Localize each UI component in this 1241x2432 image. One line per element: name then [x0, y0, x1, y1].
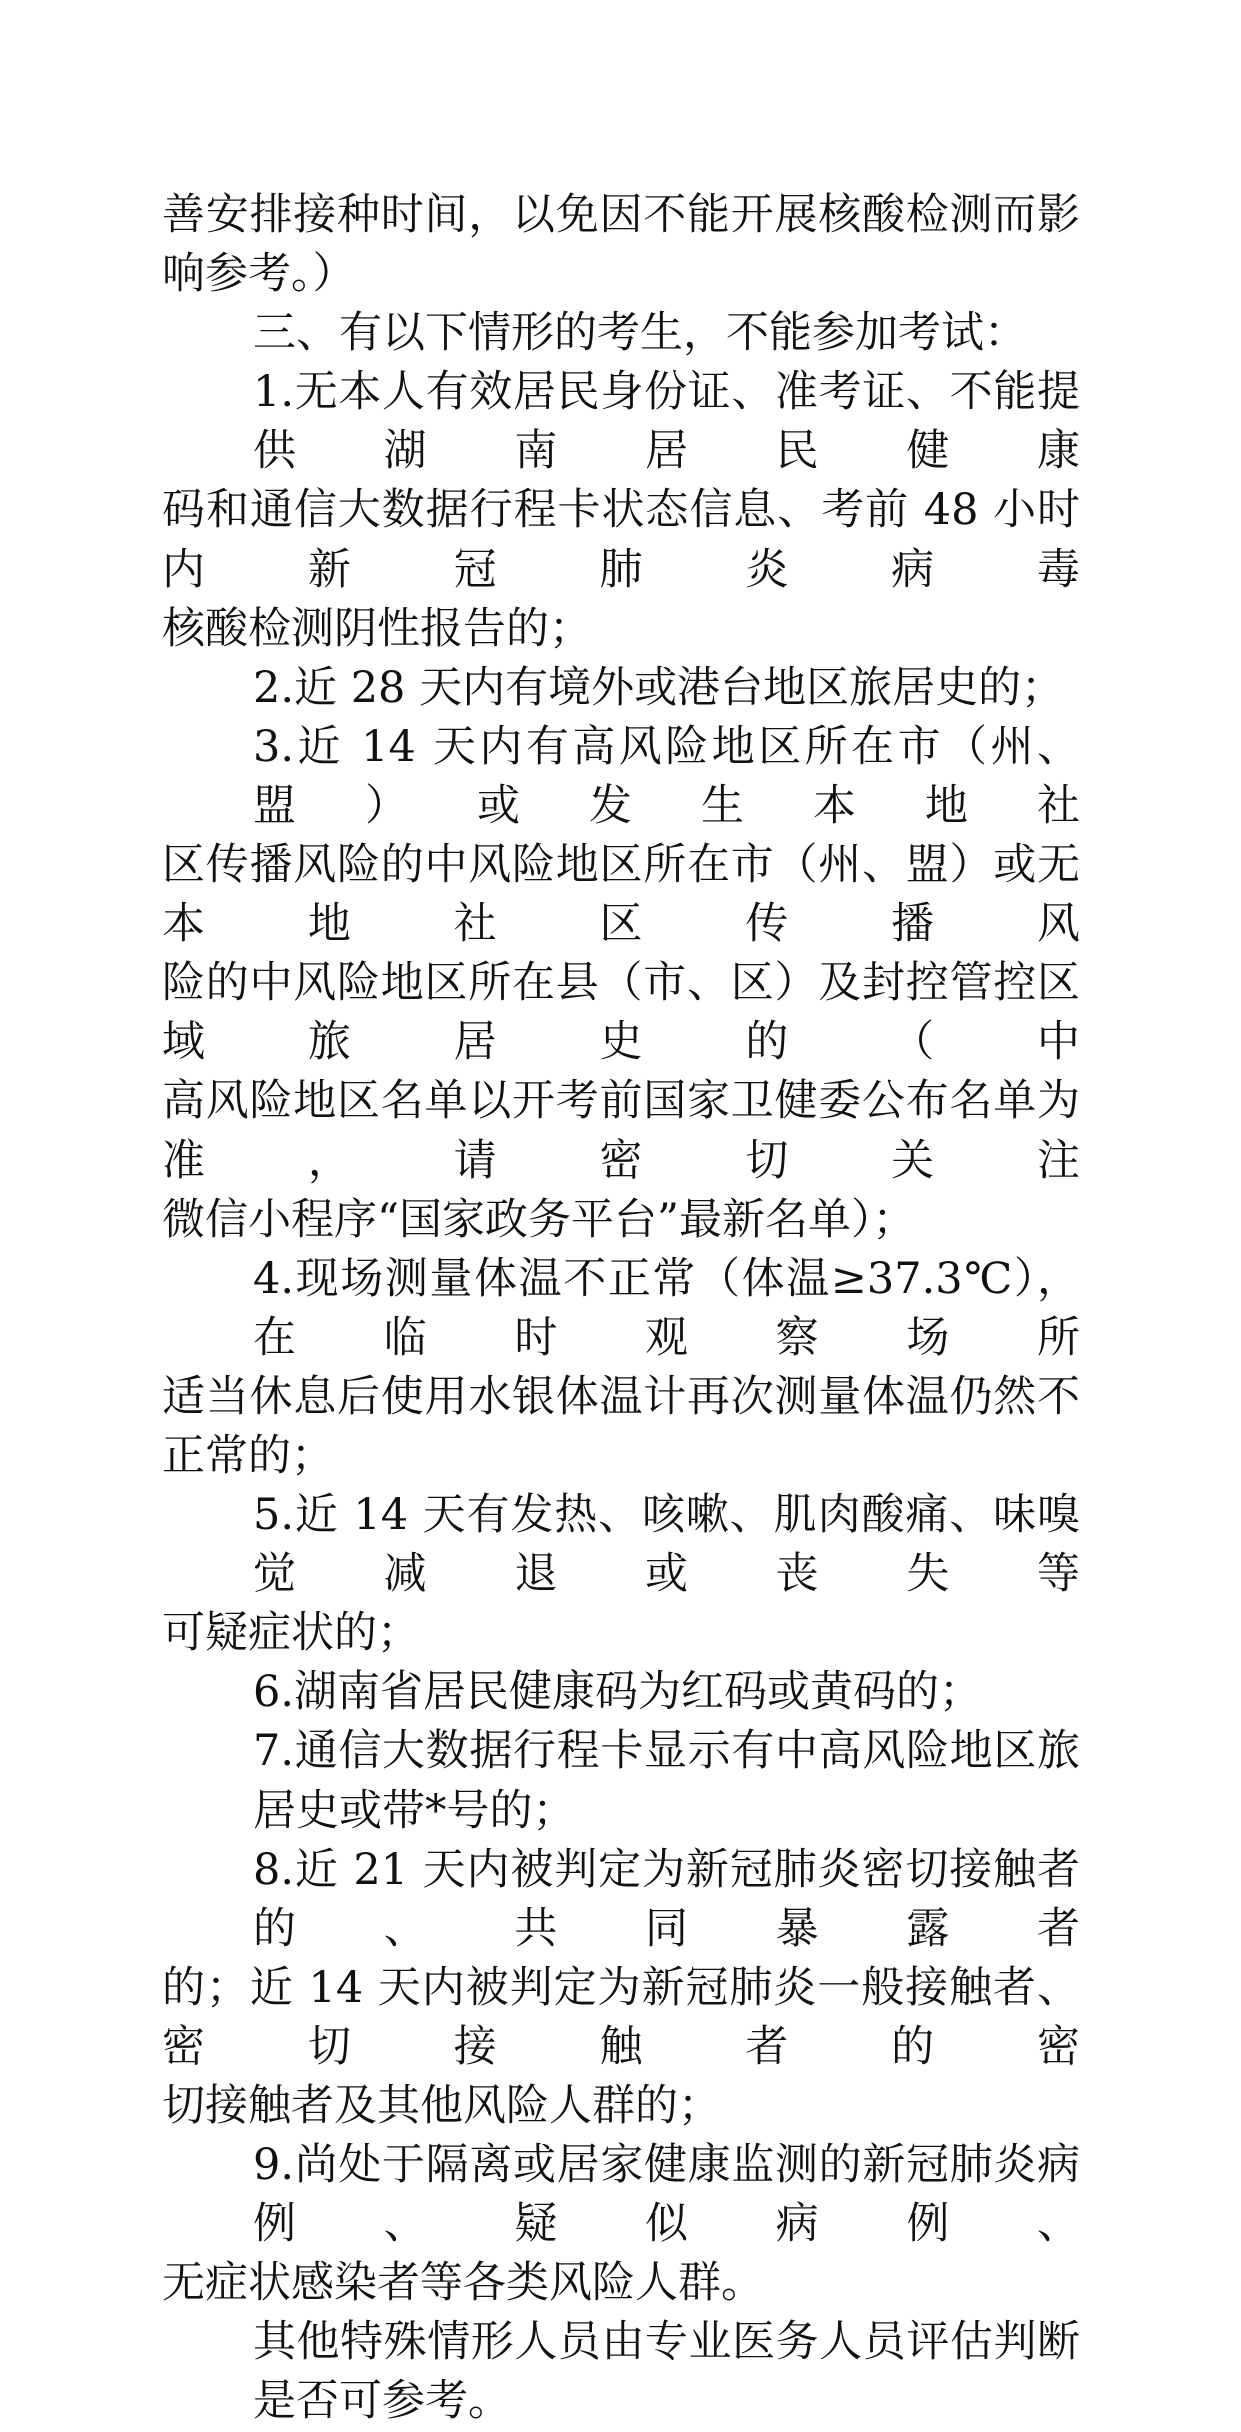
paragraph-item-6	[162, 1663, 1080, 1722]
paragraph-item-8	[162, 1841, 1080, 2136]
text-line: 区传播风险的中风险地区所在市（州、盟）或无本地社区传播风	[162, 840, 1080, 950]
text-line: 切接触者及其他风险人群的；	[162, 2081, 721, 2131]
text-line: 适当休息后使用水银体温计再次测量体温仍然不正常的；	[162, 1371, 1080, 1481]
paragraph-item-1	[162, 363, 1080, 658]
document-body	[162, 186, 1080, 2432]
text-line: 5.近 14 天有发热、咳嗽、肌肉酸痛、味嗅觉减退或丧失等	[253, 1490, 1080, 1600]
text-line: 8.近 21 天内被判定为新冠肺炎密切接触者的、共同暴露者	[253, 1844, 1080, 1954]
paragraph-section-3-heading	[162, 304, 1080, 363]
text-line: 三、有以下情形的考生，不能参加考试：	[253, 308, 1027, 359]
text-line: 的；近 14 天内被判定为新冠肺炎一般接触者、密切接触者的密	[162, 1962, 1080, 2072]
text-line: 9.尚处于隔离或居家健康监测的新冠肺炎病例、疑似病例、	[253, 2140, 1080, 2250]
text-line: 码和通信大数据行程卡状态信息、考前 48 小时内新冠肺炎病毒	[162, 485, 1080, 595]
text-line: 微信小程序“国家政务平台”最新名单）；	[162, 1194, 916, 1245]
text-line: 险的中风险地区所在县（市、区）及封控管控区域旅居史的（中	[162, 958, 1080, 1068]
text-line: 1.无本人有效居民身份证、准考证、不能提供湖南居民健康	[253, 367, 1080, 477]
text-line: 核酸检测阴性报告的；	[162, 603, 592, 654]
text-line: 4.现场测量体温不正常（体温≥37.3℃），在临时观察场所	[253, 1253, 1080, 1363]
paragraph-item-3	[162, 718, 1080, 1250]
text-line: 高风险地区名单以开考前国家卫健委公布名单为准，请密切关注	[162, 1076, 1080, 1186]
paragraph-item-2	[162, 659, 1080, 718]
paragraph-closing	[162, 2313, 1080, 2431]
paragraph-continuation	[162, 186, 1080, 304]
paragraph-item-9	[162, 2136, 1080, 2313]
text-line: 善安排接种时间，以免因不能开展核酸检测而影响参考。）	[162, 190, 1080, 300]
paragraph-item-5	[162, 1486, 1080, 1663]
text-line: 7.通信大数据行程卡显示有中高风险地区旅居史或带*号的；	[253, 1726, 1080, 1836]
paragraph-item-4	[162, 1250, 1080, 1486]
text-line: 可疑症状的；	[162, 1608, 420, 1659]
text-line: 3.近 14 天内有高风险地区所在市（州、盟）或发生本地社	[253, 721, 1080, 831]
text-line: 2.近 28 天内有境外或港台地区旅居史的；	[253, 662, 1065, 713]
text-line: 6.湖南省居民健康码为红码或黄码的；	[253, 1667, 983, 1718]
paragraph-item-7	[162, 1722, 1080, 1840]
text-line: 其他特殊情形人员由专业医务人员评估判断是否可参考。	[253, 2317, 1080, 2427]
text-line: 无症状感染者等各类风险人群。	[162, 2258, 764, 2309]
